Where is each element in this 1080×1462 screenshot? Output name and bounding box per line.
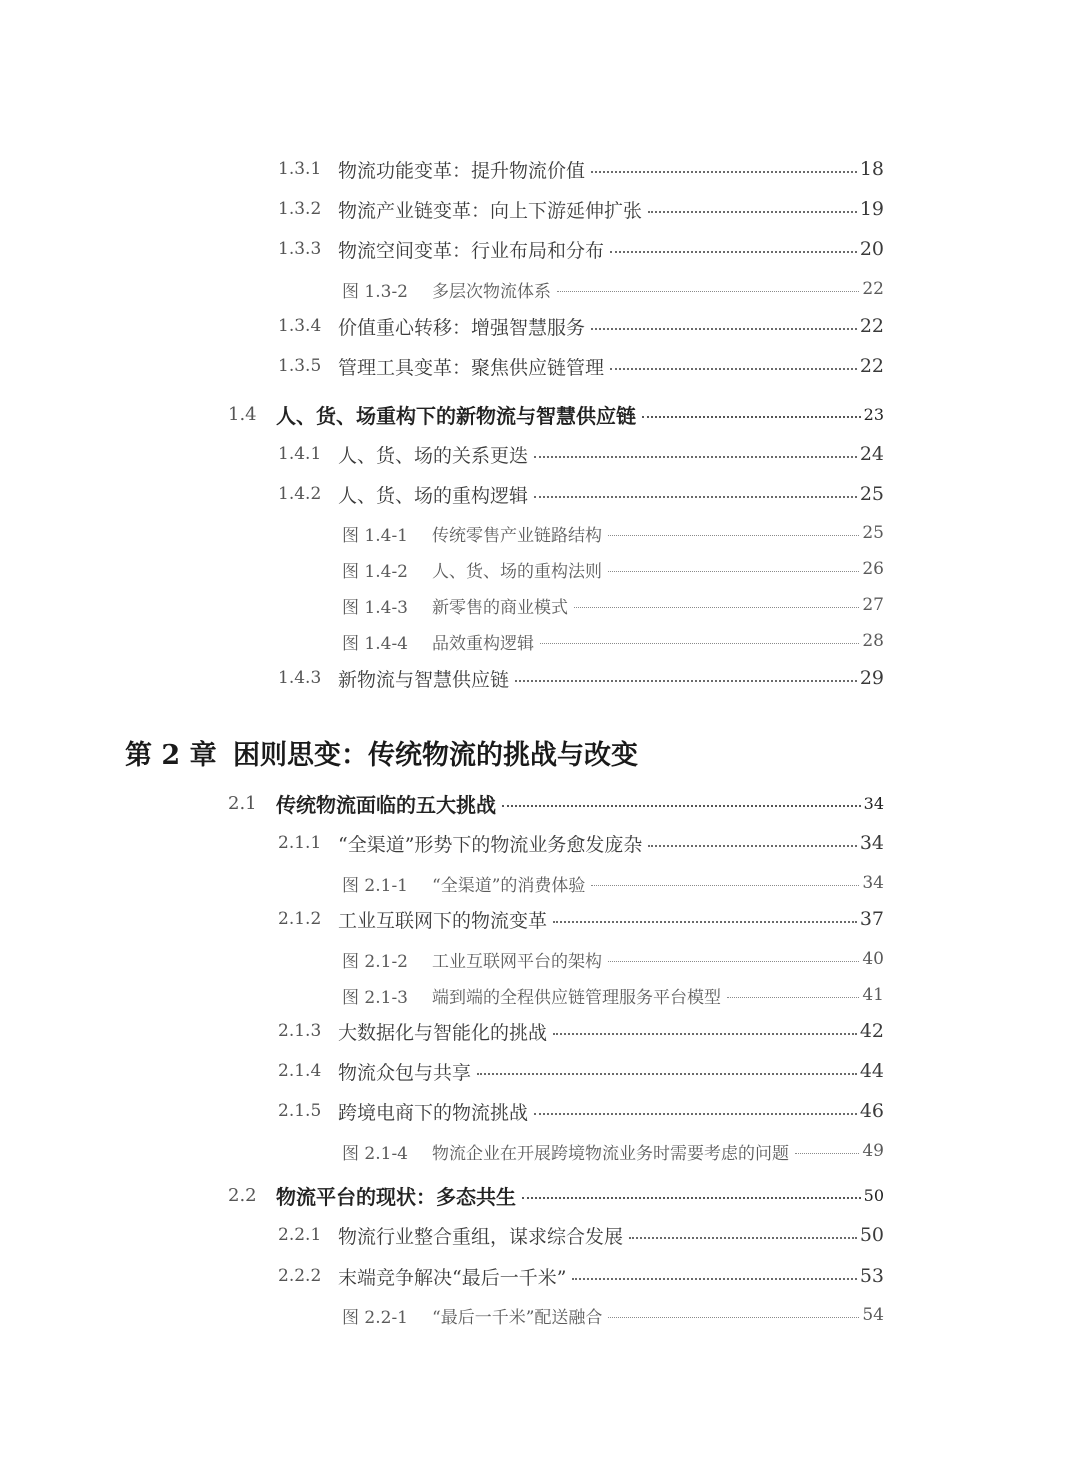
toc-subsection-entry [278, 155, 884, 183]
dot-leader [574, 606, 859, 608]
page-number: 22 [859, 355, 884, 377]
entry-number: 2.2.2 [278, 1266, 322, 1286]
page-number: 20 [859, 238, 884, 260]
page-number: 22 [859, 315, 884, 337]
toc-subsection-entry [278, 1017, 884, 1045]
toc-subsection-entry [278, 235, 884, 263]
toc-subsection-entry [278, 1262, 884, 1290]
toc-subsection-entry [278, 1221, 884, 1249]
page-number: 26 [862, 559, 884, 579]
page-number: 50 [859, 1224, 884, 1246]
entry-number: 1.3.1 [278, 159, 322, 179]
dot-leader [610, 367, 857, 370]
entry-number: 2.1.4 [278, 1061, 322, 1081]
toc-subsection-entry [278, 829, 884, 857]
dot-leader [608, 570, 859, 572]
entry-title: 新零售的商业模式 [432, 597, 568, 618]
entry-title: 物流功能变革：提升物流价值 [338, 159, 586, 182]
entry-title: 多层次物流体系 [432, 281, 551, 302]
entry-number: 图 1.4-2 [342, 561, 408, 582]
toc-figure-entry [342, 276, 884, 302]
dot-leader [795, 1152, 859, 1154]
dot-leader [591, 170, 857, 173]
entry-number: 图 2.1-4 [342, 1143, 408, 1164]
entry-title: 物流空间变革：行业布局和分布 [338, 239, 605, 262]
dot-leader [642, 415, 861, 418]
page-number: 25 [862, 523, 884, 543]
entry-title: 品效重构逻辑 [432, 633, 534, 654]
page-number: 44 [859, 1060, 884, 1082]
toc-subsection-entry [278, 195, 884, 223]
entry-number: 1.4.1 [278, 444, 322, 464]
dot-leader [477, 1072, 857, 1075]
toc-figure-entry [342, 592, 884, 618]
entry-number: 图 1.4-1 [342, 525, 408, 546]
page-number: 29 [859, 667, 884, 689]
entry-title: 管理工具变革：聚焦供应链管理 [338, 356, 605, 379]
dot-leader [534, 1112, 857, 1115]
page-number: 50 [863, 1185, 884, 1205]
dot-leader [608, 960, 859, 962]
page-number: 42 [859, 1020, 884, 1042]
chapter-heading [125, 732, 638, 772]
dot-leader [557, 290, 859, 292]
entry-title: 新物流与智慧供应链 [338, 668, 510, 691]
dot-leader [608, 1316, 859, 1318]
page-number: 25 [859, 483, 884, 505]
toc-figure-entry [342, 628, 884, 654]
page-number: 19 [859, 198, 884, 220]
toc-section-entry [228, 399, 884, 429]
page-number: 34 [862, 873, 884, 893]
page-number: 41 [862, 985, 884, 1005]
toc-subsection-entry [278, 664, 884, 692]
toc-subsection-entry [278, 352, 884, 380]
dot-leader [648, 844, 856, 847]
dot-leader [553, 920, 857, 923]
toc-subsection-entry [278, 312, 884, 340]
page-number: 54 [862, 1305, 884, 1325]
entry-title: 工业互联网下的物流变革 [338, 909, 548, 932]
dot-leader [534, 495, 857, 498]
entry-title: 人、货、场的关系更迭 [338, 444, 529, 467]
toc-figure-entry [342, 982, 884, 1008]
entry-number: 2.1.5 [278, 1101, 322, 1121]
toc-subsection-entry [278, 905, 884, 933]
entry-title: “最后一千米”配送融合 [432, 1307, 603, 1328]
entry-title: 价值重心转移：增强智慧服务 [338, 316, 586, 339]
toc-figure-entry [342, 870, 884, 896]
toc-section-entry [228, 1180, 884, 1210]
toc-figure-entry [342, 946, 884, 972]
entry-number: 图 2.1-2 [342, 951, 408, 972]
dot-leader [727, 996, 859, 998]
page-number: 34 [863, 793, 884, 813]
page-number: 37 [859, 908, 884, 930]
entry-number: 2.1.3 [278, 1021, 322, 1041]
entry-number: 1.4 [228, 403, 257, 425]
entry-title: 人、货、场的重构法则 [432, 561, 602, 582]
entry-number: 图 2.1-1 [342, 875, 408, 896]
page-number: 46 [859, 1100, 884, 1122]
entry-number: 1.3.4 [278, 316, 322, 336]
toc-subsection-entry [278, 1097, 884, 1125]
dot-leader [648, 210, 857, 213]
toc-subsection-entry [278, 1057, 884, 1085]
dot-leader [502, 804, 861, 807]
entry-title: 物流产业链变革：向上下游延伸扩张 [338, 199, 643, 222]
entry-number: 1.3.5 [278, 356, 322, 376]
page-number: 24 [859, 443, 884, 465]
page-number: 27 [862, 595, 884, 615]
dot-leader [553, 1032, 857, 1035]
dot-leader [591, 327, 857, 330]
entry-title: 端到端的全程供应链管理服务平台模型 [432, 987, 721, 1008]
dot-leader [629, 1236, 857, 1239]
entry-number: 1.4.3 [278, 668, 322, 688]
entry-title: 工业互联网平台的架构 [432, 951, 602, 972]
toc-section-entry [228, 788, 884, 818]
entry-title: 传统零售产业链路结构 [432, 525, 602, 546]
entry-number: 1.4.2 [278, 484, 322, 504]
entry-number: 2.1 [228, 792, 257, 814]
entry-number: 1.3.3 [278, 239, 322, 259]
dot-leader [540, 642, 859, 644]
entry-number: 2.2 [228, 1184, 257, 1206]
entry-number: 图 1.3-2 [342, 281, 408, 302]
dot-leader [610, 250, 857, 253]
page-number: 28 [862, 631, 884, 651]
entry-title: 末端竞争解决“最后一千米” [338, 1266, 567, 1289]
entry-number: 图 2.1-3 [342, 987, 408, 1008]
page-number: 49 [862, 1141, 884, 1161]
page-number: 23 [863, 404, 884, 424]
toc-figure-entry [342, 556, 884, 582]
entry-title: 物流平台的现状：多态共生 [276, 1184, 516, 1209]
page-number: 40 [862, 949, 884, 969]
dot-leader [522, 1196, 861, 1199]
dot-leader [534, 455, 857, 458]
entry-number: 图 1.4-3 [342, 597, 408, 618]
page-number: 18 [859, 158, 884, 180]
entry-number: 2.1.1 [278, 833, 322, 853]
entry-title: 人、货、场重构下的新物流与智慧供应链 [276, 403, 636, 428]
toc-subsection-entry [278, 440, 884, 468]
entry-title: 传统物流面临的五大挑战 [276, 792, 496, 817]
entry-title: 跨境电商下的物流挑战 [338, 1101, 529, 1124]
entry-number: 1.3.2 [278, 199, 322, 219]
dot-leader [572, 1277, 856, 1280]
toc-figure-entry [342, 1302, 884, 1328]
entry-title: 物流行业整合重组，谋求综合发展 [338, 1225, 624, 1248]
toc-figure-entry [342, 1138, 884, 1164]
page-number: 22 [862, 279, 884, 299]
toc-subsection-entry [278, 480, 884, 508]
toc-figure-entry [342, 520, 884, 546]
entry-number: 图 2.2-1 [342, 1307, 408, 1328]
entry-number: 第 2 章 [125, 739, 217, 771]
entry-number: 2.2.1 [278, 1225, 322, 1245]
page-number: 53 [859, 1265, 884, 1287]
dot-leader [608, 534, 859, 536]
entry-number: 2.1.2 [278, 909, 322, 929]
entry-title: 物流企业在开展跨境物流业务时需要考虑的问题 [432, 1143, 789, 1164]
entry-title: “全渠道”的消费体验 [432, 875, 586, 896]
dot-leader [591, 884, 859, 886]
entry-number: 图 1.4-4 [342, 633, 408, 654]
entry-title: “全渠道”形势下的物流业务愈发庞杂 [338, 833, 643, 856]
entry-title: 困则思变：传统物流的挑战与改变 [233, 739, 638, 771]
entry-title: 人、货、场的重构逻辑 [338, 484, 529, 507]
entry-title: 物流众包与共享 [338, 1061, 472, 1084]
page-number: 34 [859, 832, 884, 854]
entry-title: 大数据化与智能化的挑战 [338, 1021, 548, 1044]
dot-leader [515, 679, 857, 682]
